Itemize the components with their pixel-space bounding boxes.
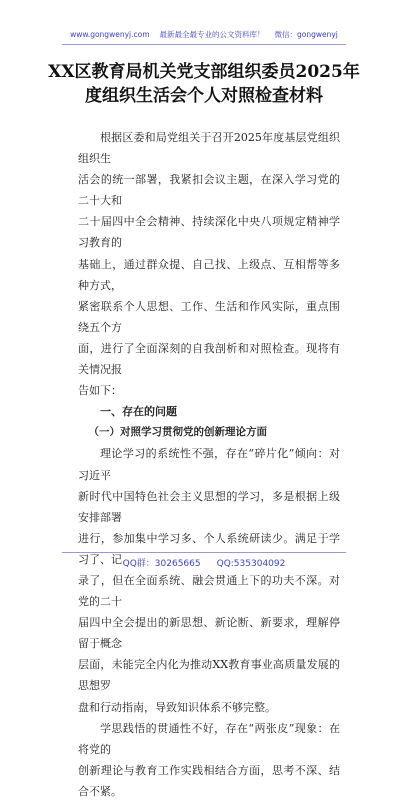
document-body — [78, 127, 340, 802]
page-header — [0, 29, 408, 40]
section-heading-1: 一、存在的问题 — [100, 405, 177, 419]
para1-line: 盘和行动指南，导致知识体系不够完整。 — [78, 700, 276, 714]
intro-paragraph — [78, 127, 340, 401]
para1-line: 层面，未能完全内化为推动XX教育事业高质量发展的思想罗 — [78, 658, 340, 693]
intro-line: 根据区委和局党组关于召开2025年度基层党组织组织生 — [78, 131, 340, 166]
title-line-2: 度组织生活会个人对照检查材料 — [85, 86, 323, 106]
para2-line: 创新理论与教育工作实践相结合方面，思考不深、结合不紧。 — [78, 763, 340, 798]
document-title — [40, 60, 368, 108]
para1-line: 新时代中国特色社会主义思想的学习，多是根据上级安排部署 — [78, 489, 340, 524]
para1-line: 录了，但在全面系统、融会贯通上下的功夫不深。对党的二十 — [78, 573, 340, 609]
header-divider — [62, 44, 346, 45]
paragraph-1 — [78, 443, 340, 717]
paragraph-2 — [78, 718, 340, 802]
intro-line: 紧密联系个人思想、工作、生活和作风实际，重点围绕五个方 — [78, 299, 340, 334]
intro-line: 活会的统一部署，我紧扣会议主题，在深入学习党的二十大和 — [78, 173, 340, 208]
intro-line: 基础上，通过群众提、自己找、上级点、互相帮等多种方式， — [78, 257, 340, 292]
intro-line: 面，进行了全面深刻的自我剖析和对照检查。现将有关情况报 — [78, 341, 340, 377]
para1-line: 进行，参加集中学习多、个人系统研读少。满足于学习了、记 — [78, 531, 340, 566]
header-wechat: 微信：gongwenyj — [274, 30, 338, 39]
footer-divider — [62, 552, 346, 553]
intro-line: 二十届四中全会精神、持续深化中央八项规定精神学习教育的 — [78, 215, 340, 250]
para1-line: 届四中全会提出的新思想、新论断、新要求，理解停留于概念 — [78, 616, 340, 651]
header-site-link[interactable]: www.gongwenyj.com — [70, 30, 150, 39]
para1-line: 理论学习的系统性不强，存在“碎片化”倾向：对习近平 — [78, 447, 340, 482]
subsection-heading-1: （一）对照学习贯彻党的创新理论方面 — [88, 426, 267, 439]
para2-line: 学思践悟的贯通性不好，存在“两张皮”现象：在将党的 — [78, 721, 340, 756]
header-slogan: 最新最全最专业的公文资料库！ — [159, 30, 265, 39]
footer-qq-group: QQ群：30265665 — [122, 559, 201, 569]
footer-qq: QQ:535304092 — [216, 559, 286, 569]
page-footer — [0, 556, 408, 569]
title-line-1: XX区教育局机关党支部组织委员2025年 — [48, 62, 360, 82]
intro-line: 告如下： — [78, 384, 122, 398]
